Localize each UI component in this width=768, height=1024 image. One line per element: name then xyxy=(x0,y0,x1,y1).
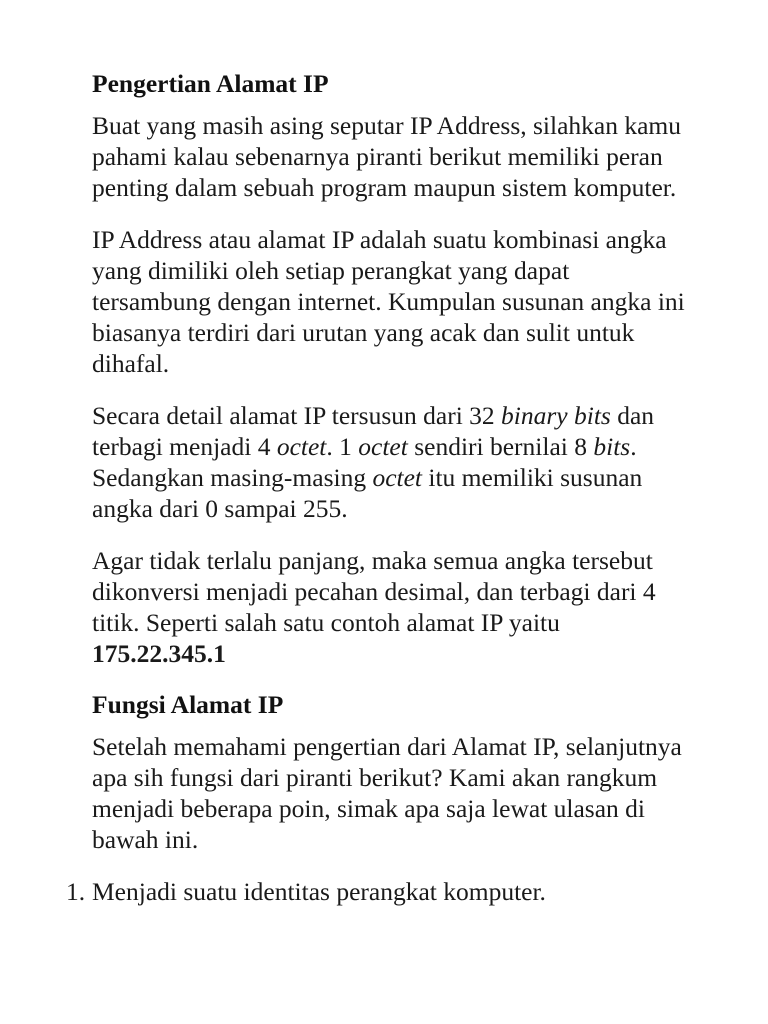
section-heading-pengertian: Pengertian Alamat IP xyxy=(92,69,329,98)
italic-term-binary-bits: binary bits xyxy=(501,401,611,430)
text-run: itu memiliki susunan angka dari 0 sampai 255. xyxy=(92,463,643,523)
paragraph-definition: IP Address atau alamat IP adalah suatu kombinasi angka yang dimiliki oleh setiap perangkat yang dapat tersambung dengan internet. Kumpulan susunan angka ini biasanya terdiri dari urutan yang acak dan sulit untuk dihafal. xyxy=(92,225,685,378)
list-number: 1. xyxy=(66,877,86,906)
section-heading-fungsi: Fungsi Alamat IP xyxy=(92,690,284,719)
list-item xyxy=(66,876,692,907)
text-run: dan terbagi menjadi 4 xyxy=(92,401,655,461)
paragraph-intro: Buat yang masih asing seputar IP Address, silahkan kamu pahami kalau sebenarnya piranti berikut memiliki peran penting dalam sebuah program maupun sistem komputer. xyxy=(92,111,682,202)
text-run: . Sedangkan masing-masing xyxy=(92,432,637,492)
list-item-text: Menjadi suatu identitas perangkat komputer. xyxy=(92,877,546,906)
text-run: Secara detail alamat IP tersusun dari 32 xyxy=(92,401,502,430)
italic-term-octet: octet xyxy=(372,463,423,492)
paragraph-structure xyxy=(92,400,692,524)
text-run: sendiri bernilai 8 xyxy=(407,432,594,461)
ip-example-bold: 175.22.345.1 xyxy=(92,639,226,668)
italic-term-octet: octet xyxy=(358,432,408,461)
text-run: Agar tidak terlalu panjang, maka semua angka tersebut dikonversi menjadi pecahan desimal, dan terbagi dari 4 titik. Seperti salah satu contoh alamat IP yaitu xyxy=(92,546,656,637)
function-list xyxy=(66,876,692,907)
text-run: . 1 xyxy=(326,432,359,461)
italic-term-octet: octet xyxy=(276,432,327,461)
paragraph-example xyxy=(92,545,692,669)
italic-term-bits: bits xyxy=(593,432,631,461)
paragraph-fungsi-intro: Setelah memahami pengertian dari Alamat IP, selanjutnya apa sih fungsi dari piranti berikut? Kami akan rangkum menjadi beberapa poin, simak apa saja lewat ulasan di bawah ini. xyxy=(92,732,682,854)
